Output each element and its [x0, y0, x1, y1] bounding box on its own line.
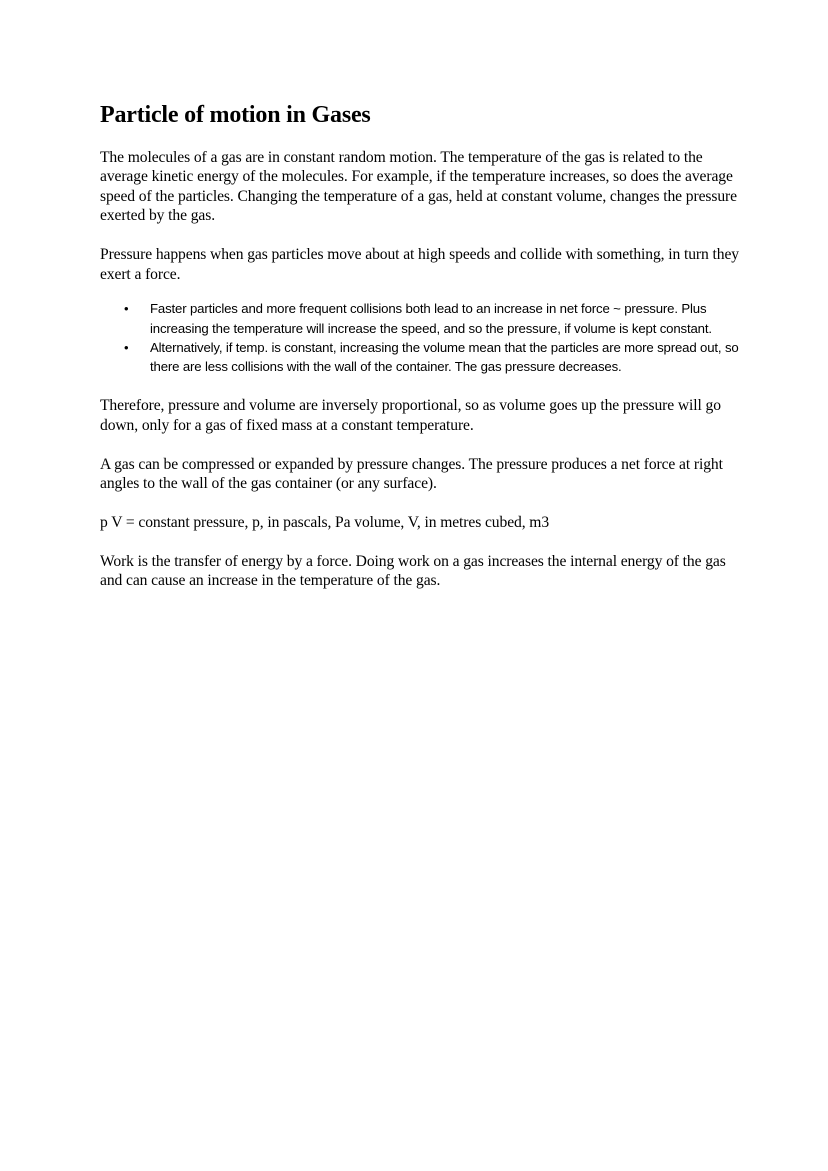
- paragraph-equation: p V = constant pressure, p, in pascals, Pa volume, V, in metres cubed, m3: [100, 513, 550, 531]
- list-item-text: Faster particles and more frequent collisions both lead to an increase in net force ~ pressure. Plus increasing the temperature will increase the speed, and so the pressure, if volume is kept constant.: [150, 301, 712, 336]
- paragraph-compression: A gas can be compressed or expanded by pressure changes. The pressure produces a net force at right angles to the wall of the gas container (or any surface).: [100, 455, 723, 492]
- paragraph-work: Work is the transfer of energy by a force. Doing work on a gas increases the internal energy of the gas and can cause an increase in the temperature of the gas.: [100, 552, 726, 590]
- bullet-icon: •: [124, 301, 129, 317]
- list-item-text: Alternatively, if temp. is constant, increasing the volume mean that the particles are more spread out, so there are less collisions with the wall of the container. The gas pressure decreases.: [150, 339, 739, 375]
- paragraph-inverse-proportion: Therefore, pressure and volume are inversely proportional, so as volume goes up the pressure will go down, only for a gas of fixed mass at a constant temperature.: [100, 397, 721, 434]
- paragraph-pressure-definition: Pressure happens when gas particles move about at high speeds and collide with something, in turn they exert a force.: [100, 246, 739, 283]
- bullet-list: [100, 299, 740, 376]
- paragraph-gas-motion: The molecules of a gas are in constant random motion. The temperature of the gas is related to the average kinetic energy of the molecules. For example, if the temperature increases, so does the average speed of the particles. Changing the temperature of a gas, held at constant volume, changes the pressure exerted by the gas.: [100, 149, 737, 225]
- list-item: [100, 338, 740, 376]
- list-item: [100, 299, 740, 337]
- bullet-icon: •: [124, 339, 129, 355]
- document-page: [100, 100, 740, 610]
- document-title: Particle of motion in Gases: [100, 102, 371, 128]
